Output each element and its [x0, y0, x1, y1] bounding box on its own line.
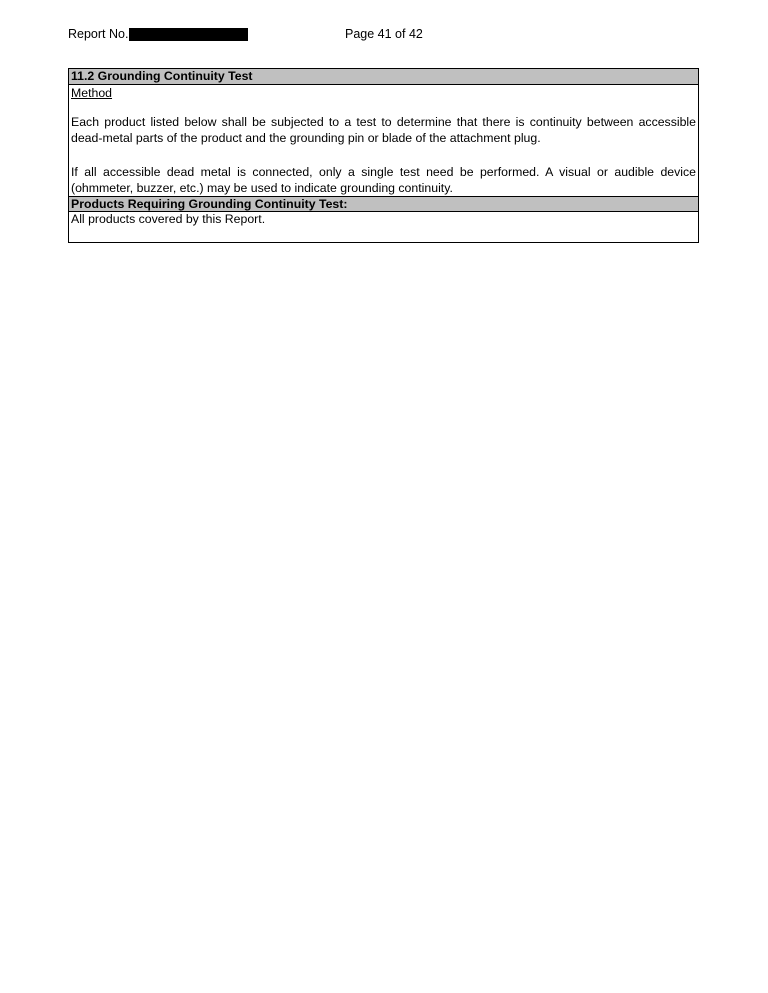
- method-label: Method: [71, 86, 113, 100]
- products-heading: Products Requiring Grounding Continuity Test:: [69, 197, 698, 212]
- method-block: [69, 85, 698, 197]
- redaction-bar: [129, 28, 248, 41]
- method-paragraph-2: If all accessible dead metal is connected, only a single test need be performed. A visual or audible device (ohmmeter, buzzer, etc.) may be used to indicate grounding continuity.: [71, 165, 696, 195]
- grounding-continuity-section: [68, 68, 699, 243]
- page-header: [68, 27, 700, 45]
- products-text: All products covered by this Report.: [71, 212, 266, 226]
- page-number: Page 41 of 42: [345, 27, 423, 41]
- report-number: [68, 27, 248, 41]
- section-title: 11.2 Grounding Continuity Test: [69, 69, 698, 85]
- report-label: Report No.: [68, 27, 129, 41]
- method-paragraph-1: Each product listed below shall be subjected to a test to determine that there is continuity between accessible dead-metal parts of the product and the grounding pin or blade of the attachment plug.: [71, 115, 696, 145]
